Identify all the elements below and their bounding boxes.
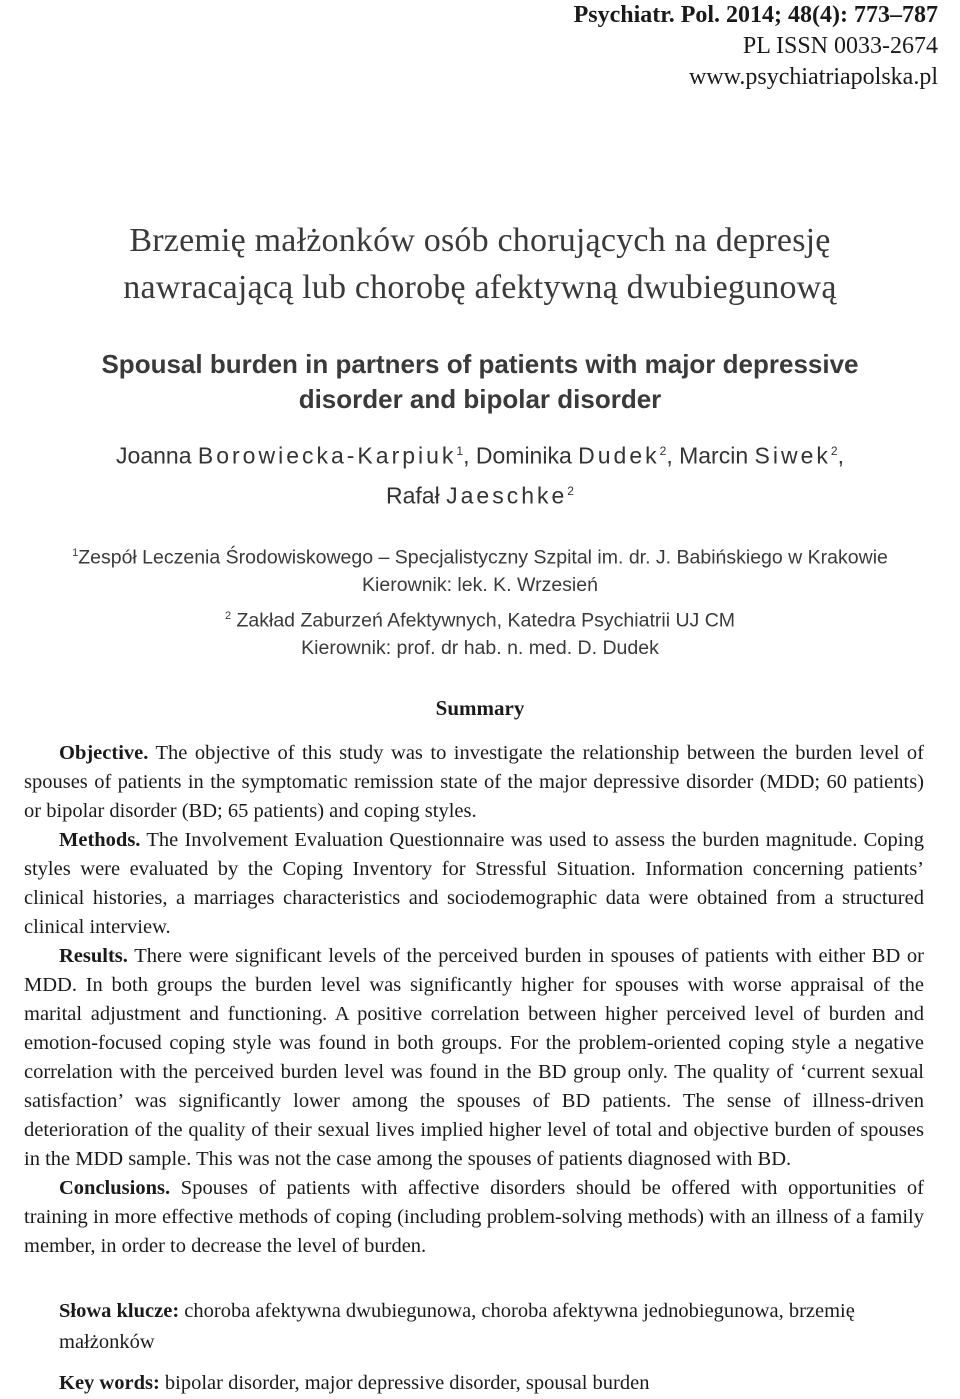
abstract-results bbox=[24, 942, 924, 1174]
author-affiliation-mark: 2 bbox=[567, 483, 574, 498]
objective-label: Objective. bbox=[59, 742, 149, 764]
journal-header bbox=[574, 0, 938, 93]
objective-text: The objective of this study was to investigate the relationship between the burden level of spouses of patients in the symptomatic remission state of the major depressive disorder (MDD; 60 patients) or bipolar disorder (BD; 65 patients) and coping styles. bbox=[24, 742, 924, 822]
affiliation-number: 1 bbox=[72, 547, 79, 559]
author-list bbox=[0, 434, 960, 513]
affiliation-institution: Zespół Leczenia Środowiskowego – Specjalistyczny Szpital im. dr. J. Babińskiego w Krakowie bbox=[78, 546, 888, 569]
affiliation-head: Kierownik: lek. K. Wrzesień bbox=[362, 573, 598, 596]
conclusions-text: Spouses of patients with affective disorders should be offered with opportunities of training in more effective methods of coping (including problem-solving methods) with an illness of a family member, in order to decrease the level of burden. bbox=[24, 1177, 924, 1257]
summary-heading: Summary bbox=[435, 696, 525, 720]
abstract-body bbox=[24, 739, 924, 1261]
title-polish-line-1: Brzemię małżonków osób chorujących na depresję bbox=[129, 222, 831, 259]
journal-url: www.psychiatriapolska.pl bbox=[688, 64, 938, 90]
author-given-name: Marcin bbox=[679, 442, 749, 469]
title-english-line-1: Spousal burden in partners of patients with major depressive bbox=[101, 349, 859, 379]
keywords-polish-text: choroba afektywna dwubiegunowa, choroba afektywna jednobiegunowa, brzemię małżonków bbox=[59, 1300, 855, 1353]
keywords-polish bbox=[24, 1296, 924, 1358]
author-given-name: Joanna bbox=[116, 442, 192, 469]
author-separator: , bbox=[837, 442, 844, 469]
title-polish-line-2: nawracającą lub chorobę afektywną dwubiegunową bbox=[123, 269, 837, 306]
abstract-objective bbox=[24, 739, 924, 826]
author-affiliation-mark: 2 bbox=[659, 444, 667, 458]
results-text: There were significant levels of the perceived burden in spouses of patients with either BD or MDD. In both groups the burden level was significantly higher for spouses with worse appraisal of the marital adjustment and functioning. A positive correlation between higher perceived level of burden and emotion-focused coping style was found in both groups. For the problem-oriented coping style a negative correlation with the perceived burden level was found in the BD group only. The quality of ‘current sexual satisfaction’ was significantly lower among the spouses of BD patients. The sense of illness-driven deterioration of the quality of their sexual lives implied higher level of total and objective burden of spouses in the MDD sample. This was not the case among the spouses of patients diagnosed with BD. bbox=[24, 945, 924, 1170]
methods-text: The Involvement Evaluation Questionnaire was used to assess the burden magnitude. Coping styles were evaluated by the Coping Inventory for Stressful Situation. Information concerning patients’ clinical histories, a marriages characteristics and sociodemographic data were obtained from a structured clinical interview. bbox=[24, 829, 924, 938]
author-affiliation-mark: 2 bbox=[830, 444, 838, 458]
affiliation-number: 2 bbox=[224, 610, 232, 622]
affiliation-2 bbox=[0, 603, 960, 662]
affiliation-institution: Zakład Zaburzeń Afektywnych, Katedra Psychiatrii UJ CM bbox=[236, 609, 736, 632]
author-line-2 bbox=[0, 474, 960, 514]
author-affiliation-mark: 1 bbox=[456, 444, 464, 458]
author-given-name: Dominika bbox=[475, 442, 572, 469]
author-surname: Dudek bbox=[578, 442, 660, 469]
abstract-methods bbox=[24, 826, 924, 942]
author-line-1 bbox=[0, 434, 960, 474]
affiliation-1 bbox=[0, 540, 960, 599]
keywords-english-text: bipolar disorder, major depressive disorder, spousal burden bbox=[164, 1372, 650, 1394]
methods-label: Methods. bbox=[59, 829, 141, 851]
title-polish bbox=[0, 217, 960, 311]
affiliation-head: Kierownik: prof. dr hab. n. med. D. Dudek bbox=[301, 636, 659, 659]
author-surname: Siwek bbox=[754, 442, 831, 469]
author-surname: Jaeschke bbox=[446, 482, 568, 509]
journal-citation: Psychiatr. Pol. 2014; 48(4): 773–787 bbox=[573, 2, 938, 28]
abstract-conclusions bbox=[24, 1174, 924, 1261]
keywords-english-label: Key words: bbox=[59, 1372, 160, 1394]
keywords-english bbox=[24, 1368, 924, 1399]
journal-issn: PL ISSN 0033-2674 bbox=[742, 33, 938, 59]
author-separator: , bbox=[463, 442, 476, 469]
author-surname: Borowiecka-Karpiuk bbox=[197, 442, 457, 469]
title-english-line-2: disorder and bipolar disorder bbox=[298, 384, 662, 414]
keywords-polish-label: Słowa klucze: bbox=[59, 1300, 180, 1322]
title-english bbox=[0, 347, 960, 417]
results-label: Results. bbox=[59, 945, 128, 967]
conclusions-label: Conclusions. bbox=[59, 1177, 171, 1199]
author-separator: , bbox=[666, 442, 680, 469]
author-given-name: Rafał bbox=[386, 482, 440, 509]
